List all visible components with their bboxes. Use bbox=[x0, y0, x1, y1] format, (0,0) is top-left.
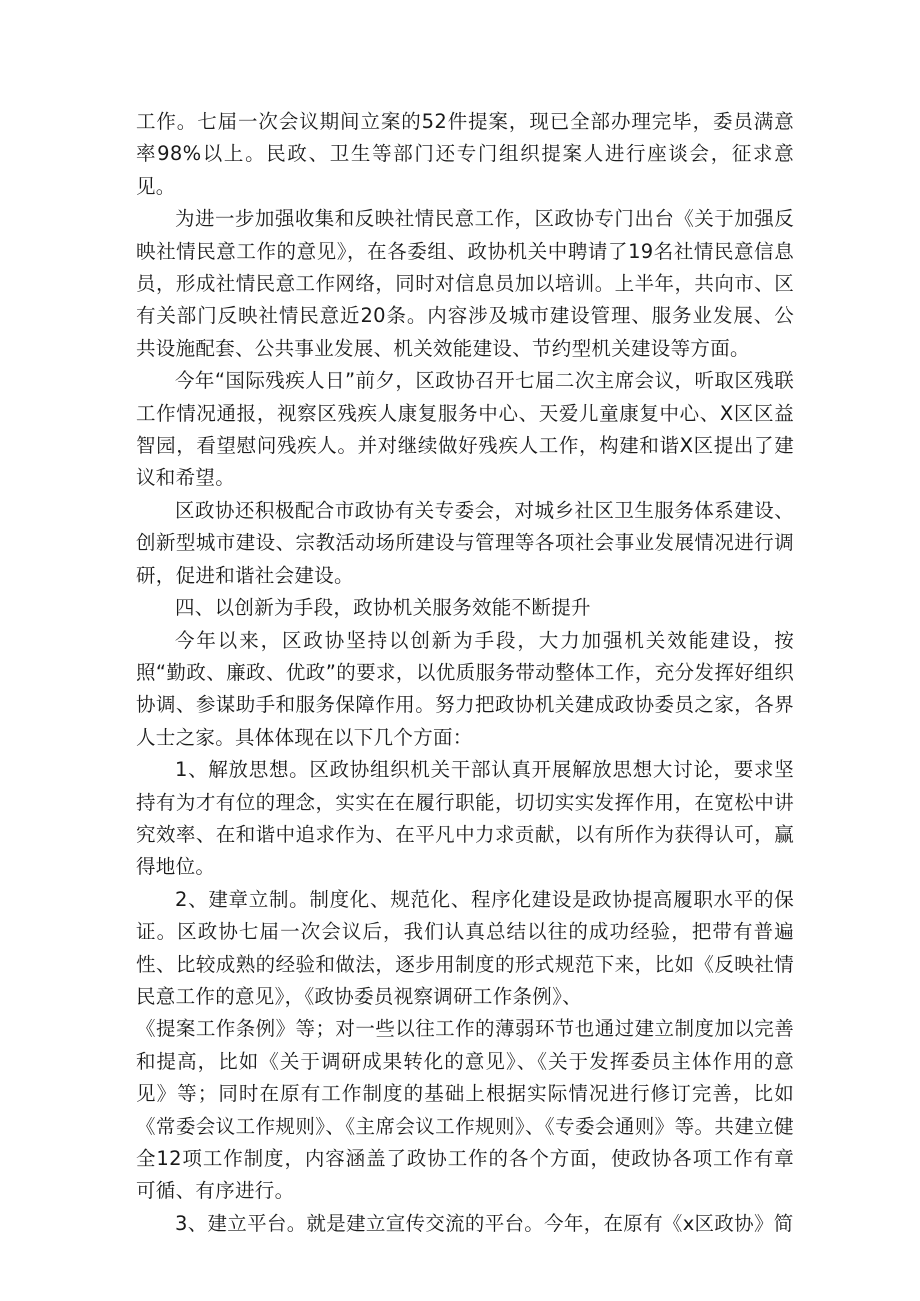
paragraph-item-2-continued: 《提案工作条例》等；对一些以往工作的薄弱环节也通过建立制度加以完善和提高，比如《关于调研成果转化的意见》、《关于发挥委员主体作用的意见》等；同时在原有工作制度的基础上根据实际情况进行修订完善，比如《常委会议工作规则》、《主席会议工作规则》、《专委会通则》等。共建立健全12项工作制度，内容涵盖了政协工作的各个方面，使政协各项工作有章可循、有序进行。 bbox=[136, 1017, 794, 1203]
paragraph-item-3: 3、建立平台。就是建立宣传交流的平台。今年，在原有《x区政协》简 bbox=[175, 1211, 794, 1235]
paragraph-research: 区政协还积极配合市政协有关专委会，对城乡社区卫生服务体系建设、创新型城市建设、宗教活动场所建设与管理等各项社会事业发展情况进行调研，促进和谐社会建设。 bbox=[136, 498, 794, 587]
paragraph-disability-day: 今年“国际残疾人日”前夕，区政协召开七届二次主席会议，听取区残联工作情况通报，视察区残疾人康复服务中心、天爱儿童康复中心、X区区益智园，看望慰问残疾人。并对继续做好残疾人工作，构建和谐X区提出了建议和希望。 bbox=[136, 369, 794, 490]
paragraph-item-2: 2、建章立制。制度化、规范化、程序化建设是政协提高履职水平的保证。区政协七届一次会议后，我们认真总结以往的成功经验，把带有普遍性、比较成熟的经验和做法，逐步用制度的形式规范下来，比如《反映社情民意工作的意见》，《政协委员视察调研工作条例》、 bbox=[136, 887, 794, 1008]
paragraph-efficiency: 今年以来，区政协坚持以创新为手段，大力加强机关效能建设，按照“勤政、廉政、优政”的要求，以优质服务带动整体工作，充分发挥好组织协调、参谋助手和服务保障作用。努力把政协机关建成政协委员之家，各界人士之家。具体体现在以下几个方面： bbox=[136, 628, 794, 749]
paragraph-social-opinion: 为进一步加强收集和反映社情民意工作，区政协专门出台《关于加强反映社情民意工作的意见》，在各委组、政协机关中聘请了19名社情民意信息员，形成社情民意工作网络，同时对信息员加以培训。上半年，共向市、区有关部门反映社情民意近20条。内容涉及城市建设管理、服务业发展、公共设施配套、公共事业发展、机关效能建设、节约型机关建设等方面。 bbox=[136, 207, 794, 360]
paragraph-item-1: 1、解放思想。区政协组织机关干部认真开展解放思想大讨论，要求坚持有为才有位的理念，实实在在履行职能，切切实实发挥作用，在宽松中讲究效率、在和谐中追求作为、在平凡中力求贡献，以有所作为获得认可，赢得地位。 bbox=[136, 758, 794, 879]
document-body bbox=[136, 106, 794, 1240]
paragraph-continuation: 工作。七届一次会议期间立案的52件提案，现已全部办理完毕，委员满意率98%以上。民政、卫生等部门还专门组织提案人进行座谈会，征求意见。 bbox=[136, 110, 794, 198]
section-heading-four: 四、以创新为手段，政协机关服务效能不断提升 bbox=[175, 596, 591, 620]
